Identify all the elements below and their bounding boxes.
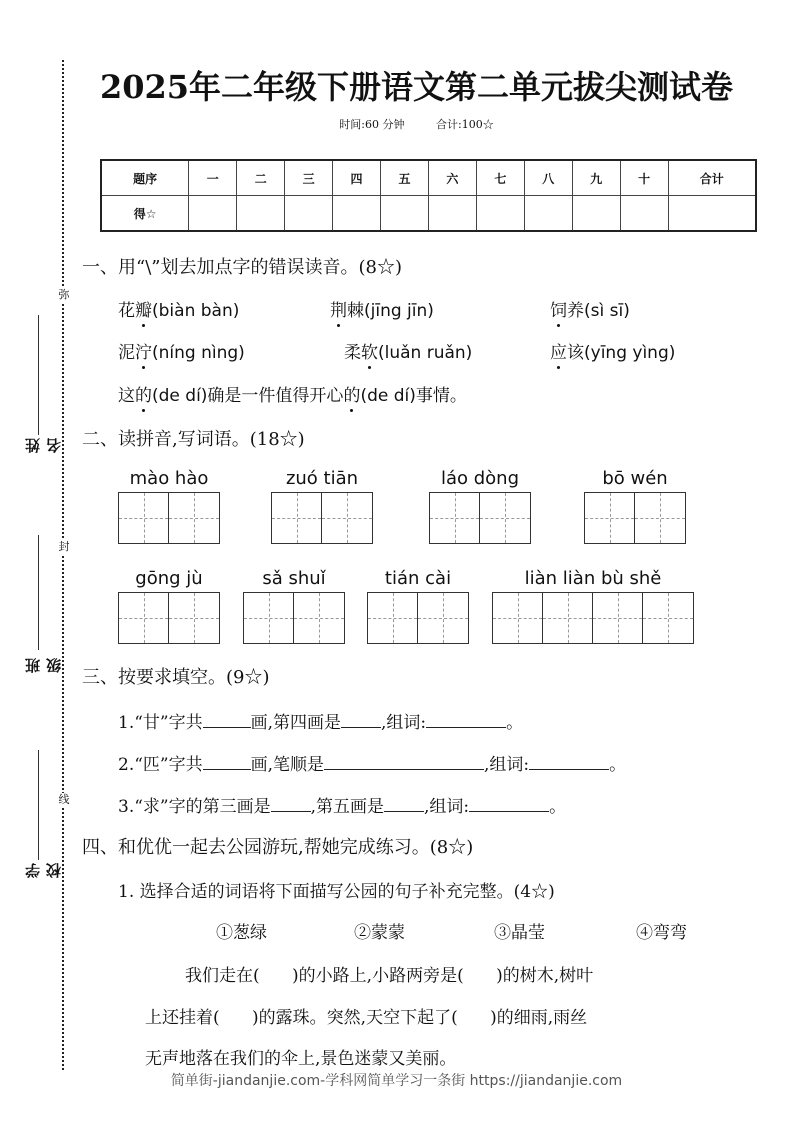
section1-item [344, 338, 472, 363]
score-header-cell: 二 [237, 160, 285, 196]
section3-q1 [118, 708, 523, 733]
score-header-cell: 六 [428, 160, 476, 196]
q-text: 3.“求”字的第三画是 [118, 797, 271, 817]
section1-item [550, 296, 630, 321]
q-text: 画,第四画是 [250, 713, 342, 733]
pinyin-text: sǎ shuǐ [262, 568, 326, 589]
watermark-footer: 简单街-jiandanjie.com-学科网简单学习一条街 https://jiandanjie.com [170, 1073, 623, 1089]
section4-sub1: 1. 选择合适的词语将下面描写公园的句子补充完整。(4☆) [118, 882, 555, 902]
class-underline [38, 535, 39, 650]
pinyin-choice[interactable]: (jīng jīn) [364, 301, 434, 321]
q-text: 。 [506, 713, 524, 733]
score-input-cell[interactable] [285, 196, 333, 232]
sentence-text[interactable]: (de dí)确是一件值得开心 [152, 386, 344, 406]
blank-field[interactable] [203, 711, 251, 728]
blank-field[interactable] [341, 711, 381, 728]
section3-q3 [118, 792, 566, 817]
q-text: ,第五画是 [310, 797, 385, 817]
section1-item [118, 338, 245, 363]
pinyin-word [584, 468, 686, 544]
dotted-char: 的 [343, 381, 360, 406]
name-label: 姓名 [24, 438, 63, 453]
name-underline [38, 315, 39, 435]
pinyin-choice[interactable]: (níng nìng) [152, 343, 245, 363]
score-table-header-row [101, 160, 756, 196]
tianzige-boxes[interactable] [243, 592, 345, 644]
pinyin-text: tián cài [384, 568, 452, 589]
score-input-cell[interactable] [476, 196, 524, 232]
score-header-cell: 七 [476, 160, 524, 196]
blank-field[interactable] [469, 795, 549, 812]
section1-item [118, 296, 239, 321]
paragraph-line: 无声地落在我们的伞上,景色迷蒙又美丽。 [145, 1049, 457, 1069]
pinyin-text: liàn liàn bù shě [524, 568, 662, 589]
blank-field[interactable] [384, 795, 424, 812]
q-text: 。 [549, 797, 567, 817]
tianzige-boxes[interactable] [271, 492, 373, 544]
item-char: 养 [567, 301, 584, 321]
exam-info [80, 116, 753, 132]
item-char: 泥 [118, 343, 135, 363]
seal-char-mi: 弥 [58, 288, 70, 301]
score-header-cell: 九 [572, 160, 620, 196]
seal-char-feng: 封 [58, 540, 70, 553]
option-1: ①葱绿 [216, 923, 267, 943]
item-char: 棘 [347, 301, 364, 321]
score-header-cell: 五 [381, 160, 429, 196]
blank-field[interactable] [426, 711, 506, 728]
dotted-char: 的 [135, 381, 152, 406]
pinyin-choice[interactable]: (biàn bàn) [152, 301, 240, 321]
score-input-cell[interactable] [237, 196, 285, 232]
score-header-cell: 题序 [101, 160, 189, 196]
score-row-label: 得☆ [101, 196, 189, 232]
binding-dotted-line [62, 60, 64, 1070]
tianzige-boxes[interactable] [118, 492, 220, 544]
class-label: 班级 [24, 658, 63, 673]
pinyin-text: gōng jù [135, 568, 203, 589]
seal-char-xian: 线 [58, 793, 70, 806]
tianzige-boxes[interactable] [492, 592, 694, 644]
score-header-cell: 十 [620, 160, 668, 196]
pinyin-choice[interactable]: (luǎn ruǎn) [378, 343, 473, 363]
sentence-text[interactable]: (de dí)事情。 [360, 386, 467, 406]
score-header-cell: 八 [524, 160, 572, 196]
page-title: 2025年二年级下册语文第二单元拔尖测试卷 [99, 68, 734, 106]
pinyin-word [429, 468, 531, 544]
pinyin-choice[interactable]: (yīng yìng) [584, 343, 676, 363]
dotted-char: 应 [550, 338, 567, 363]
section1-item [330, 296, 434, 321]
section2-heading: 二、读拼音,写词语。(18☆) [82, 429, 305, 450]
blank-field[interactable] [324, 753, 484, 770]
paragraph-line[interactable]: 我们走在( )的小路上,小路两旁是( )的树木,树叶 [185, 966, 594, 986]
pinyin-word [243, 568, 345, 644]
score-input-cell[interactable] [189, 196, 237, 232]
pinyin-word [367, 568, 469, 644]
tianzige-boxes[interactable] [429, 492, 531, 544]
score-input-cell[interactable] [668, 196, 756, 232]
score-header-cell: 四 [333, 160, 381, 196]
tianzige-boxes[interactable] [584, 492, 686, 544]
tianzige-boxes[interactable] [118, 592, 220, 644]
q-text: ,组词: [381, 713, 427, 733]
q-text: 1.“甘”字共 [118, 713, 203, 733]
school-underline [38, 750, 39, 860]
tianzige-boxes[interactable] [367, 592, 469, 644]
sentence-text: 这 [118, 386, 135, 406]
pinyin-word [492, 568, 694, 644]
school-label: 学校 [24, 863, 63, 878]
option-3: ③晶莹 [494, 923, 545, 943]
pinyin-text: zuó tiān [285, 468, 359, 489]
score-table-score-row [101, 196, 756, 232]
q-text: 2.“匹”字共 [118, 755, 203, 775]
item-char: 柔 [344, 343, 361, 363]
q-text: 画,笔顺是 [250, 755, 325, 775]
dotted-char: 荆 [330, 296, 347, 321]
section1-heading: 一、用“\”划去加点字的错误读音。(8☆) [82, 257, 402, 278]
paragraph-line[interactable]: 上还挂着( )的露珠。突然,天空下起了( )的细雨,雨丝 [145, 1008, 588, 1028]
score-input-cell[interactable] [572, 196, 620, 232]
option-2: ②蒙蒙 [354, 923, 405, 943]
score-table [100, 159, 757, 232]
exam-total: 合计:100☆ [436, 118, 494, 131]
score-header-cell: 一 [189, 160, 237, 196]
q-text: ,组词: [424, 797, 470, 817]
score-input-cell[interactable] [620, 196, 668, 232]
score-input-cell[interactable] [381, 196, 429, 232]
blank-field[interactable] [271, 795, 311, 812]
pinyin-word [118, 468, 220, 544]
pinyin-word [118, 568, 220, 644]
pinyin-word [271, 468, 373, 544]
pinyin-text: mào hào [129, 468, 209, 489]
item-char: 花 [118, 301, 135, 321]
dotted-char: 软 [361, 338, 378, 363]
score-input-cell[interactable] [333, 196, 381, 232]
blank-field[interactable] [203, 753, 251, 770]
score-input-cell[interactable] [428, 196, 476, 232]
score-input-cell[interactable] [524, 196, 572, 232]
dotted-char: 饲 [550, 296, 567, 321]
section4-heading: 四、和优优一起去公园游玩,帮她完成练习。(8☆) [82, 837, 474, 858]
dotted-char: 泞 [135, 338, 152, 363]
exam-time: 时间:60 分钟 [339, 118, 405, 131]
pinyin-text: láo dòng [440, 468, 520, 489]
dotted-char: 瓣 [135, 296, 152, 321]
section3-q2 [118, 750, 626, 775]
score-header-cell: 合计 [668, 160, 756, 196]
section3-heading: 三、按要求填空。(9☆) [82, 667, 270, 688]
q-text: ,组词: [484, 755, 530, 775]
section1-item [550, 338, 675, 363]
item-char: 该 [567, 343, 584, 363]
section1-sentence [118, 381, 467, 406]
pinyin-text: bō wén [602, 468, 668, 489]
option-4: ④弯弯 [636, 923, 687, 943]
q-text: 。 [609, 755, 627, 775]
pinyin-choice[interactable]: (sì sī) [584, 301, 630, 321]
score-header-cell: 三 [285, 160, 333, 196]
blank-field[interactable] [529, 753, 609, 770]
